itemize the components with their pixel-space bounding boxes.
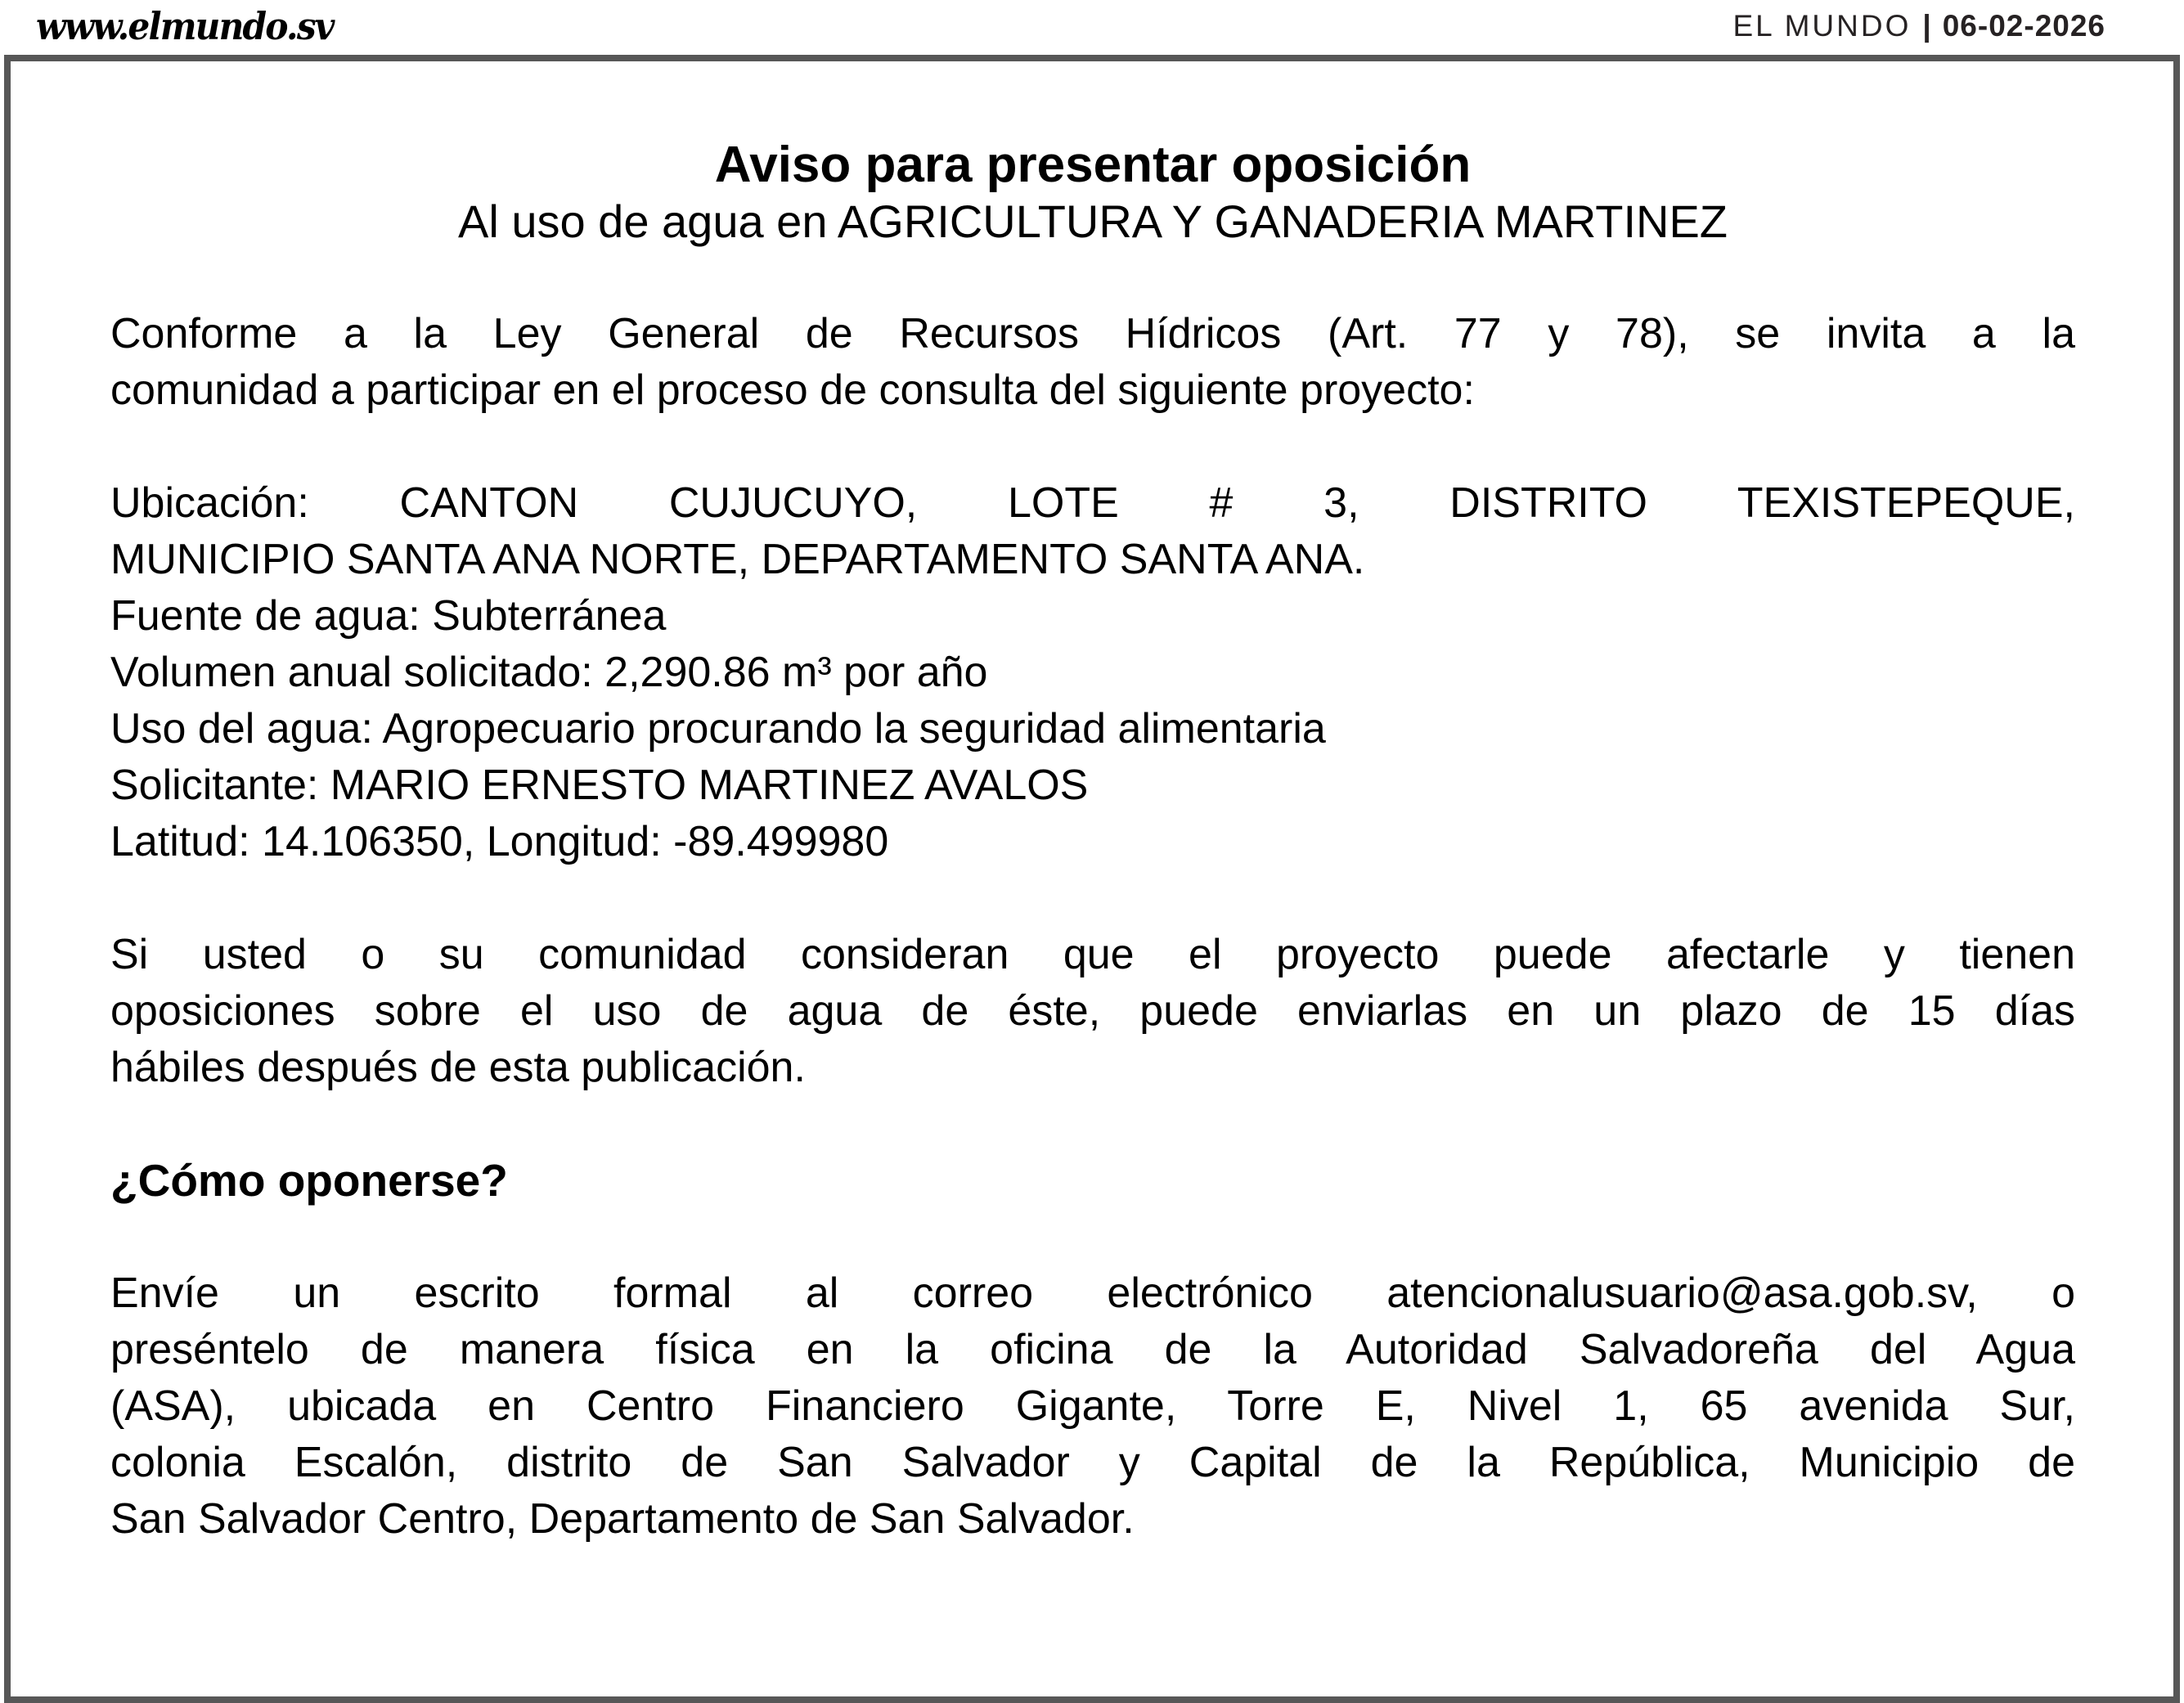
project-detail-line: Latitud: 14.106350, Longitud: -89.499980 bbox=[110, 818, 889, 865]
notice-body bbox=[110, 306, 2075, 1548]
location-line: MUNICIPIO SANTA ANA NORTE, DEPARTAMENTO SANTA ANA. bbox=[110, 536, 1365, 583]
instruction-line: (ASA), ubicada en Centro Financiero Gigante, Torre E, Nivel 1, 65 avenida Sur, bbox=[110, 1382, 2075, 1430]
notice-title: Aviso para presentar oposición bbox=[714, 137, 1472, 193]
instructions-paragraph bbox=[110, 1265, 2075, 1548]
project-detail-line: Solicitante: MARIO ERNESTO MARTINEZ AVALOS bbox=[110, 762, 1089, 809]
objection-paragraph bbox=[110, 927, 2075, 1096]
project-details-list bbox=[110, 588, 2075, 870]
brand-name: EL MUNDO bbox=[1732, 8, 1912, 43]
intro-paragraph bbox=[110, 306, 2075, 419]
edition-date: 06-02-2026 bbox=[1942, 8, 2105, 43]
instruction-line: Envíe un escrito formal al correo electrónico atencionalusuario@asa.gob.sv, o bbox=[110, 1269, 2075, 1317]
how-to-oppose-heading: ¿Cómo oponerse? bbox=[110, 1155, 508, 1206]
separator-bar: | bbox=[1922, 8, 1931, 43]
instruction-line: colonia Escalón, distrito de San Salvador y Capital de la República, Municipio de bbox=[110, 1439, 2075, 1486]
location-paragraph bbox=[110, 475, 2075, 588]
project-detail-line: Uso del agua: Agropecuario procurando la seguridad alimentaria bbox=[110, 705, 1326, 753]
edition-info bbox=[1732, 9, 2105, 43]
project-detail-line: Fuente de agua: Subterránea bbox=[110, 592, 667, 640]
objection-line: oposiciones sobre el uso de agua de éste, puede enviarlas en un plazo de 15 días bbox=[110, 987, 2075, 1035]
notice-box bbox=[4, 55, 2180, 1703]
project-detail-line: Volumen anual solicitado: 2,290.86 m³ por año bbox=[110, 649, 988, 696]
objection-line: hábiles después de esta publicación. bbox=[110, 1044, 806, 1091]
location-line: Ubicación: CANTON CUJUCUYO, LOTE # 3, DISTRITO TEXISTEPEQUE, bbox=[110, 479, 2075, 527]
objection-line: Si usted o su comunidad consideran que el proyecto puede afectarle y tienen bbox=[110, 931, 2075, 978]
masthead bbox=[0, 0, 2184, 55]
instruction-line: San Salvador Centro, Departamento de San Salvador. bbox=[110, 1495, 1135, 1543]
notice-subtitle: Al uso de agua en AGRICULTURA Y GANADERIA MARTINEZ bbox=[457, 195, 1728, 247]
instruction-line: preséntelo de manera física en la oficina de la Autoridad Salvadoreña del Agua bbox=[110, 1326, 2075, 1373]
intro-line: comunidad a participar en el proceso de consulta del siguiente proyecto: bbox=[110, 366, 1475, 414]
site-url-logo: www.elmundo.sv bbox=[36, 3, 334, 48]
intro-line: Conforme a la Ley General de Recursos Hídricos (Art. 77 y 78), se invita a la bbox=[110, 310, 2075, 357]
